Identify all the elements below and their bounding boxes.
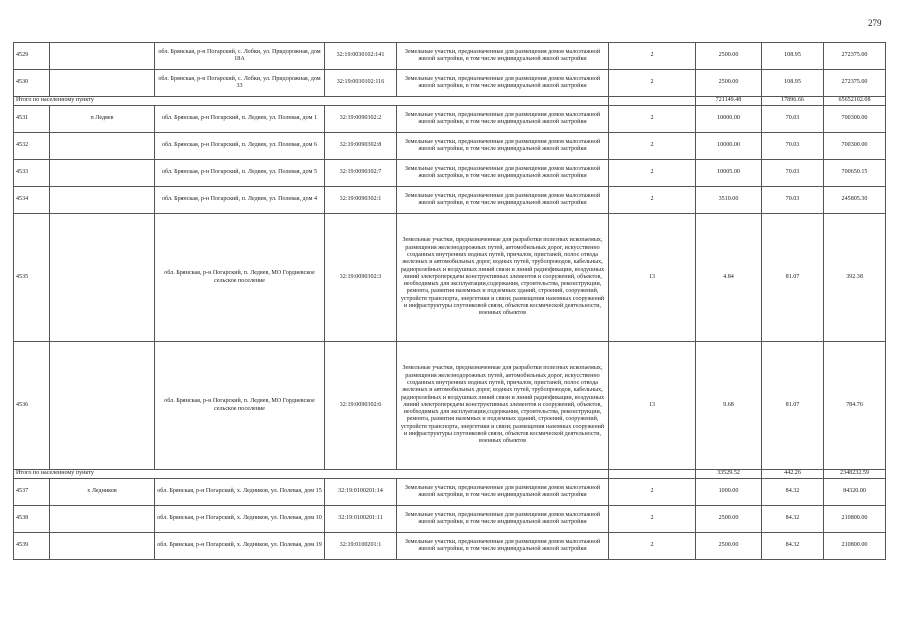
area-cell: 4.84 xyxy=(696,214,762,342)
usage-cell: Земельные участки, предназначенные для размещения домов малоэтажной жилой застройки, в том числе индивидуальной жилой застройки xyxy=(397,479,609,506)
table-row xyxy=(14,479,886,506)
total-label: Итого по населенному пункту xyxy=(14,97,609,106)
total-area: 721149.48 xyxy=(696,97,762,106)
rate-cell: 84.32 xyxy=(762,479,824,506)
address-cell: обл. Брянская, р-н Погарский, х. Ледников, ул. Полевая, дом 15 xyxy=(155,479,325,506)
table-row xyxy=(14,160,886,187)
rate-cell: 81.07 xyxy=(762,342,824,470)
settlement-name xyxy=(50,160,155,187)
settlement-name xyxy=(50,70,155,97)
settlement-name xyxy=(50,214,155,342)
usage-cell: Земельные участки, предназначенные для размещения домов малоэтажной жилой застройки, в том числе индивидуальной жилой застройки xyxy=(397,160,609,187)
address-cell: обл. Брянская, р-н Погарский, х. Ледников, ул. Полевая, дом 10 xyxy=(155,506,325,533)
total-value: 65652102.08 xyxy=(824,97,886,106)
row-number: 4534 xyxy=(14,187,50,214)
address-cell: обл. Брянская, р-н Погарский, п. Ледвев, ул. Полевая, дом 1 xyxy=(155,106,325,133)
cadastral-number: 32:19:0100201:11 xyxy=(325,506,397,533)
area-cell: 10005.00 xyxy=(696,160,762,187)
value-cell: 84320.00 xyxy=(824,479,886,506)
address-cell: обл. Брянская, р-н Погарский, п. Ледвев, ул. Полевая, дом 6 xyxy=(155,133,325,160)
rate-cell: 70.03 xyxy=(762,106,824,133)
table-row xyxy=(14,70,886,97)
value-cell: 700300.00 xyxy=(824,106,886,133)
usage-cell: Земельные участки, предназначенные для размещения домов малоэтажной жилой застройки, в том числе индивидуальной жилой застройки xyxy=(397,43,609,70)
settlement-name xyxy=(50,187,155,214)
total-area: 33529.52 xyxy=(696,470,762,479)
category-cell: 2 xyxy=(609,506,696,533)
cadastral-number: 32:19:0030102:116 xyxy=(325,70,397,97)
value-cell: 700300.00 xyxy=(824,133,886,160)
area-cell: 2500.00 xyxy=(696,43,762,70)
category-cell: 2 xyxy=(609,70,696,97)
category-cell: 13 xyxy=(609,342,696,470)
area-cell: 2500.00 xyxy=(696,506,762,533)
value-cell: 210800.00 xyxy=(824,506,886,533)
row-number: 4535 xyxy=(14,214,50,342)
cadastral-number: 32:19:0090302:2 xyxy=(325,106,397,133)
cadastral-number: 32:19:0030102:141 xyxy=(325,43,397,70)
area-cell: 3510.00 xyxy=(696,187,762,214)
area-cell: 1000.00 xyxy=(696,479,762,506)
table-row xyxy=(14,342,886,470)
cadastral-number: 32:19:0090302:6 xyxy=(325,342,397,470)
settlement-name xyxy=(50,133,155,160)
total-rate: 17896.66 xyxy=(762,97,824,106)
usage-cell: Земельные участки, предназначенные для разработки полезных ископаемых, размещения железнодорожных путей, автомобильных дорог, искусственно созданных внутренних водных путей, причалов, пристаней, полос отвода железных и автомобильных дорог, водных путей, трубопроводов, кабельных, радиорелейных и воздушных линий связи и линий радиофикации, воздушных линий электропередачи конструктивных элементов и сооружений, объектов, необходимых для эксплуатации,содержания, строительства, реконструкции, ремонта, развития наземных и подземных зданий, строений, сооружений, устройств транспорта, энергетики и связи; размещения наземных сооружений и инфраструктуры спутниковой связи, объектов космической деятельности, военных объектов xyxy=(397,214,609,342)
address-cell: обл. Брянская, р-н Погарский, п. Ледвев, ул. Полевая, дом 5 xyxy=(155,160,325,187)
category-cell: 13 xyxy=(609,214,696,342)
row-number: 4530 xyxy=(14,70,50,97)
address-cell: обл. Брянская, р-н Погарский, п. Ледвев, ул. Полевая, дом 4 xyxy=(155,187,325,214)
cadastral-number: 32:19:0100201:14 xyxy=(325,479,397,506)
row-number: 4533 xyxy=(14,160,50,187)
usage-cell: Земельные участки, предназначенные для размещения домов малоэтажной жилой застройки, в том числе индивидуальной жилой застройки xyxy=(397,187,609,214)
area-cell: 2500.00 xyxy=(696,70,762,97)
usage-cell: Земельные участки, предназначенные для размещения домов малоэтажной жилой застройки, в том числе индивидуальной жилой застройки xyxy=(397,533,609,560)
rate-cell: 70.03 xyxy=(762,160,824,187)
rate-cell: 70.03 xyxy=(762,133,824,160)
settlement-name xyxy=(50,43,155,70)
rate-cell: 84.32 xyxy=(762,533,824,560)
total-category-cell xyxy=(609,470,696,479)
settlement-name xyxy=(50,533,155,560)
address-cell: обл. Брянская, р-н Погарский, п. Ледвев, МО Гордиевское сельское поселение xyxy=(155,214,325,342)
value-cell: 392.38 xyxy=(824,214,886,342)
settlement-total-row xyxy=(14,97,886,106)
area-cell: 2500.00 xyxy=(696,533,762,560)
address-cell: обл. Брянская, р-н Погарский, с. Лобки, ул. Придорожная, дом 33 xyxy=(155,70,325,97)
value-cell: 784.76 xyxy=(824,342,886,470)
table-row xyxy=(14,133,886,160)
total-rate: 442.26 xyxy=(762,470,824,479)
value-cell: 272375.00 xyxy=(824,70,886,97)
usage-cell: Земельные участки, предназначенные для размещения домов малоэтажной жилой застройки, в том числе индивидуальной жилой застройки xyxy=(397,133,609,160)
address-cell: обл. Брянская, р-н Погарский, х. Ледников, ул. Полевая, дом 19 xyxy=(155,533,325,560)
area-cell: 9.68 xyxy=(696,342,762,470)
address-cell: обл. Брянская, р-н Погарский, п. Ледвев, МО Гордиевское сельское поселение xyxy=(155,342,325,470)
category-cell: 2 xyxy=(609,133,696,160)
area-cell: 10000.00 xyxy=(696,106,762,133)
rate-cell: 81.07 xyxy=(762,214,824,342)
table-row xyxy=(14,506,886,533)
rate-cell: 108.95 xyxy=(762,43,824,70)
row-number: 4529 xyxy=(14,43,50,70)
settlement-name xyxy=(50,506,155,533)
category-cell: 2 xyxy=(609,479,696,506)
cadastral-number: 32:19:0090302:3 xyxy=(325,214,397,342)
cadastral-number: 32:19:0090302:7 xyxy=(325,160,397,187)
land-registry-table xyxy=(13,42,886,560)
value-cell: 210800.00 xyxy=(824,533,886,560)
row-number: 4537 xyxy=(14,479,50,506)
value-cell: 700650.15 xyxy=(824,160,886,187)
value-cell: 245805.30 xyxy=(824,187,886,214)
total-label: Итого по населенному пункту xyxy=(14,470,609,479)
table-row xyxy=(14,106,886,133)
usage-cell: Земельные участки, предназначенные для разработки полезных ископаемых, размещения железнодорожных путей, автомобильных дорог, искусственно созданных внутренних водных путей, причалов, пристаней, полос отвода железных и автомобильных дорог, водных путей, трубопроводов, кабельных, радиорелейных и воздушных линий связи и линий радиофикации, воздушных линий электропередачи конструктивных элементов и сооружений, объектов, необходимых для эксплуатации,содержания, строительства, реконструкции, ремонта, развития наземных и подземных зданий, строений, сооружений, устройств транспорта, энергетики и связи; размещения наземных сооружений и инфраструктуры спутниковой связи, объектов космической деятельности, военных объектов xyxy=(397,342,609,470)
cadastral-number: 32:19:0090302:1 xyxy=(325,187,397,214)
usage-cell: Земельные участки, предназначенные для размещения домов малоэтажной жилой застройки, в том числе индивидуальной жилой застройки xyxy=(397,70,609,97)
settlement-name xyxy=(50,342,155,470)
cadastral-number: 32:19:0090302:8 xyxy=(325,133,397,160)
page-number: 279 xyxy=(868,18,882,28)
category-cell: 2 xyxy=(609,160,696,187)
row-number: 4532 xyxy=(14,133,50,160)
row-number: 4539 xyxy=(14,533,50,560)
total-value: 2348232.59 xyxy=(824,470,886,479)
address-cell: обл. Брянская, р-н Погарский, с. Лобки, ул. Придорожная, дом 18А xyxy=(155,43,325,70)
table-row xyxy=(14,43,886,70)
rate-cell: 70.03 xyxy=(762,187,824,214)
table-row xyxy=(14,533,886,560)
rate-cell: 84.32 xyxy=(762,506,824,533)
settlement-total-row xyxy=(14,470,886,479)
row-number: 4536 xyxy=(14,342,50,470)
category-cell: 2 xyxy=(609,187,696,214)
settlement-name: п Ледвев xyxy=(50,106,155,133)
cadastral-number: 32:19:0100201:1 xyxy=(325,533,397,560)
usage-cell: Земельные участки, предназначенные для размещения домов малоэтажной жилой застройки, в том числе индивидуальной жилой застройки xyxy=(397,506,609,533)
table-row xyxy=(14,214,886,342)
table-row xyxy=(14,187,886,214)
value-cell: 272375.00 xyxy=(824,43,886,70)
settlement-name: х Ледников xyxy=(50,479,155,506)
row-number: 4531 xyxy=(14,106,50,133)
area-cell: 10000.00 xyxy=(696,133,762,160)
rate-cell: 108.95 xyxy=(762,70,824,97)
usage-cell: Земельные участки, предназначенные для размещения домов малоэтажной жилой застройки, в том числе индивидуальной жилой застройки xyxy=(397,106,609,133)
category-cell: 2 xyxy=(609,106,696,133)
total-category-cell xyxy=(609,97,696,106)
category-cell: 2 xyxy=(609,533,696,560)
row-number: 4538 xyxy=(14,506,50,533)
category-cell: 2 xyxy=(609,43,696,70)
